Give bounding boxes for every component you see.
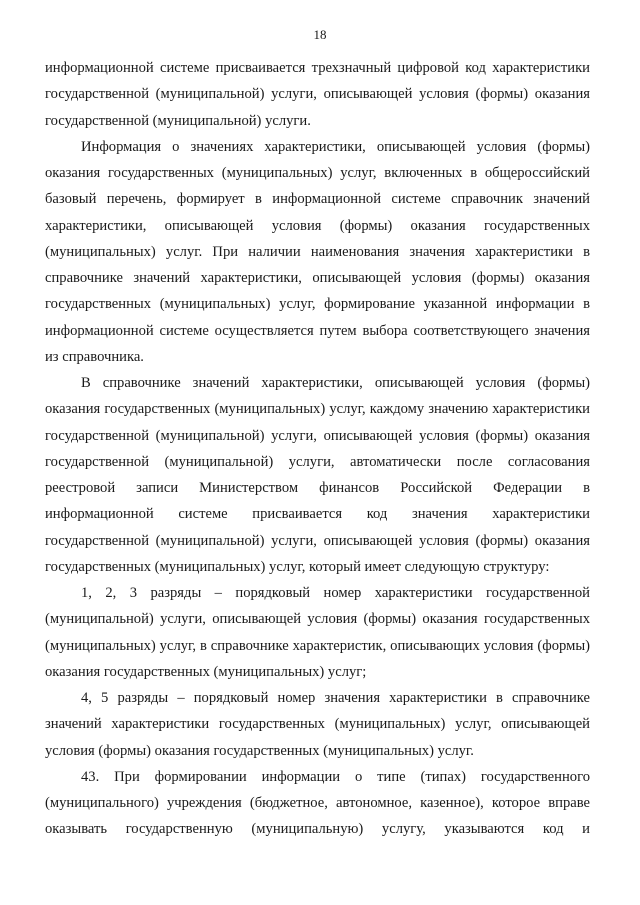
paragraph-digits-4-5: 4, 5 разряды – порядковый номер значения характеристики в справочнике значений характеристики государственных (муниципальных) услуг, описывающей условия (формы) оказания государственных (муниципальных) услуг. (45, 690, 590, 759)
paragraph-digits-1-3: 1, 2, 3 разряды – порядковый номер характеристики государственной (муниципальной) услуги, описывающей условия (формы) оказания государственных (муниципальных) услуг, в справочнике характеристик, описывающих условия (формы) оказания государственных (муниципальных) услуг; (45, 585, 590, 680)
page-number: 18 (313, 27, 327, 42)
paragraph-continuation: информационной системе присваивается трехзначный цифровой код характеристики государственной (муниципальной) услуги, описывающей условия (формы) оказания государственной (муниципальной) услуги. (45, 60, 590, 129)
paragraph-reference-code: В справочнике значений характеристики, описывающей условия (формы) оказания государственных (муниципальных) услуг, каждому значению характеристики государственной (муниципальной) услуги, описывающей условия (формы) оказания государственной (муниципальной) услуги, автоматически после согласования реестровой записи Министерством финансов Российской Федерации в информационной системе присваивается код значения характеристики государственной (муниципальной) услуги, описывающей условия (формы) оказания государственных (муниципальных) услуг, который имеет следующую структуру: (45, 375, 590, 575)
document-body (45, 55, 590, 843)
paragraph-characteristic-values-info: Информация о значениях характеристики, описывающей условия (формы) оказания государственных (муниципальных) услуг, включенных в общероссийский базовый перечень, формирует в информационной системе справочник значений характеристики, описывающей условия (формы) оказания государственных (муниципальных) услуг. При наличии наименования значения характеристики в справочнике значений характеристики, описывающей условия (формы) оказания государственных (муниципальных) услуг, формирование указанной информации в информационной системе осуществляется путем выбора соответствующего значения из справочника. (45, 138, 590, 365)
paragraph-item-43: 43. При формировании информации о типе (типах) государственного (муниципального) учреждения (бюджетное, автономное, казенное), которое вправе оказывать государственную (муниципальную) услугу, указываются код и (45, 768, 590, 838)
